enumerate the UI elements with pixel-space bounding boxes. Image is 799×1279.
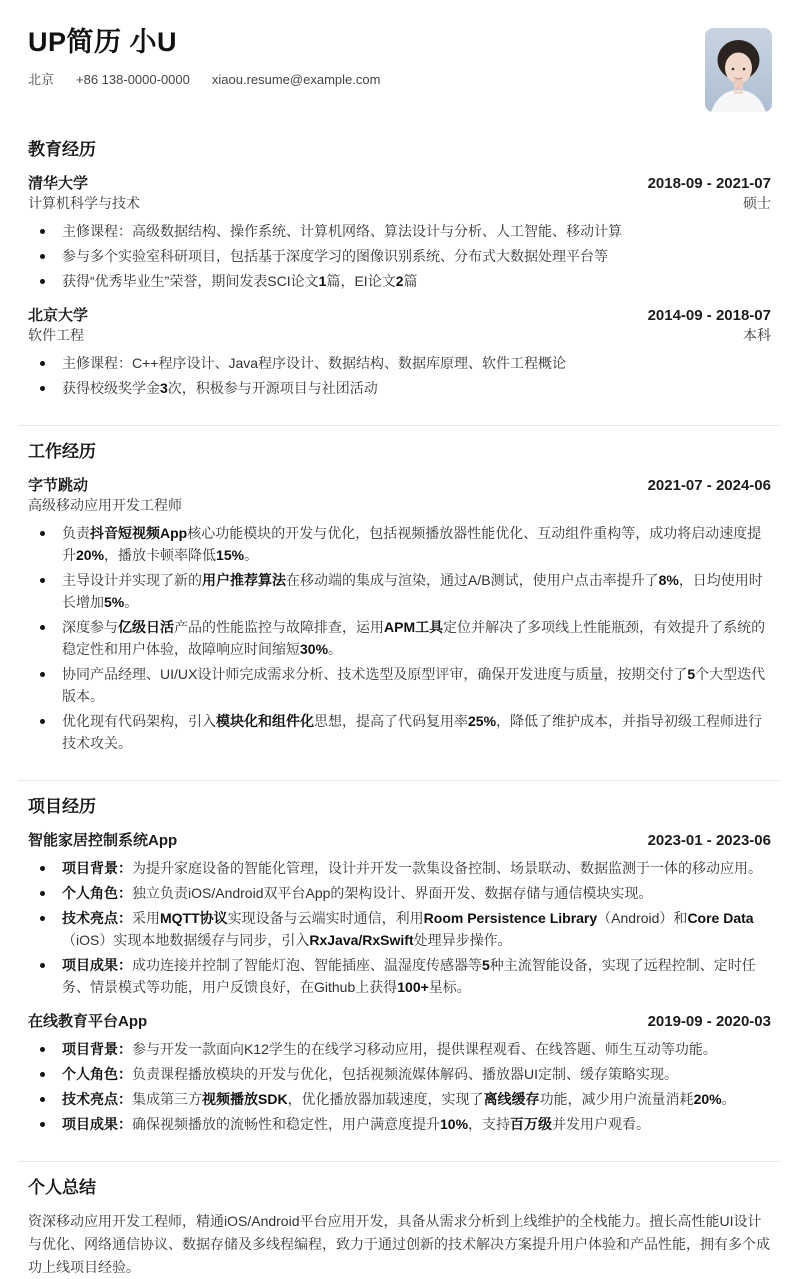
- bullet-item: 项目成果：确保视频播放的流畅性和稳定性，用户满意度提升10%，支持百万级并发用户观看。: [62, 1113, 771, 1135]
- entry-right-column: [648, 476, 771, 495]
- bold-text: Core Data: [687, 910, 754, 926]
- bold-text: 项目成果：: [62, 1116, 132, 1132]
- bullet-list: [28, 522, 771, 754]
- bullet-item: 主修课程：高级数据结构、操作系统、计算机网络、算法设计与分析、人工智能、移动计算: [62, 220, 771, 242]
- entry-title: 智能家居控制系统App: [28, 832, 178, 849]
- bullet-item: 个人角色：负责课程播放模块的开发与优化，包括视频流媒体解码、播放器UI定制、缓存策略实现。: [62, 1063, 771, 1085]
- bold-text: 8%: [658, 572, 679, 588]
- bullet-item: 技术亮点：采用MQTT协议实现设备与云端实时通信，利用Room Persistence Library（Android）和Core Data（iOS）实现本地数据缓存与同步，引入RxJava/RxSwift处理异步操作。: [62, 907, 771, 951]
- bold-text: MQTT协议: [160, 910, 228, 926]
- bold-text: 项目背景：: [62, 1041, 132, 1057]
- bold-text: 10%: [440, 1116, 469, 1132]
- profile-photo: [705, 28, 772, 112]
- entry-date: 2023-01 - 2023-06: [647, 832, 771, 849]
- entry-left-column: [28, 306, 88, 345]
- bold-text: 模块化和组件化: [216, 713, 314, 729]
- bold-text: 亿级日活: [118, 619, 174, 635]
- bold-text: 20%: [693, 1091, 722, 1107]
- bold-text: Room Persistence Library: [423, 910, 598, 926]
- bullet-item: 获得校级奖学金3次，积极参与开源项目与社团活动: [62, 377, 771, 399]
- bullet-item: 个人角色：独立负责iOS/Android双平台App的架构设计、界面开发、数据存储与通信模块实现。: [62, 882, 771, 904]
- resume-entry: [28, 174, 771, 292]
- bold-text: 项目成果：: [62, 957, 132, 973]
- bullet-item: 获得“优秀毕业生”荣誉，期间发表SCI论文1篇，EI论文2篇: [62, 270, 771, 292]
- bullet-item: 主修课程：C++程序设计、Java程序设计、数据结构、数据库原理、软件工程概论: [62, 352, 771, 374]
- entry-title: 北京大学: [28, 307, 89, 324]
- entry-header-row: [28, 306, 771, 345]
- bold-text: 视频播放SDK: [202, 1091, 288, 1107]
- bullet-list: [28, 857, 771, 998]
- entry-date: 2021-07 - 2024-06: [647, 477, 771, 494]
- resume-entry: [28, 1012, 771, 1135]
- entry-degree: 硕士: [743, 195, 771, 211]
- contact-row: [28, 72, 771, 88]
- section-divider: [18, 425, 781, 426]
- project-entries: [28, 831, 771, 1135]
- contact-email: xiaou.resume@example.com: [211, 72, 381, 87]
- entry-header-row: [28, 476, 771, 515]
- bullet-item: 优化现有代码架构，引入模块化和组件化思想，提高了代码复用率25%，降低了维护成本，并指导初级工程师进行技术攻关。: [62, 710, 771, 754]
- resume-entry: [28, 476, 771, 754]
- bullet-list: [28, 1038, 771, 1135]
- section-title-work: 工作经历: [28, 442, 96, 461]
- bold-text: 个人角色：: [62, 885, 132, 901]
- bold-text: 25%: [468, 713, 497, 729]
- entry-right-column: [648, 1012, 771, 1031]
- entry-subtitle: 计算机科学与技术: [28, 195, 140, 211]
- bullet-item: 参与多个实验室科研项目，包括基于深度学习的图像识别系统、分布式大数据处理平台等: [62, 245, 771, 267]
- entry-header-row: [28, 1012, 771, 1031]
- bold-text: 用户推荐算法: [202, 572, 286, 588]
- section-divider: [18, 1161, 781, 1162]
- bullet-item: 技术亮点：集成第三方视频播放SDK，优化播放器加载速度，实现了离线缓存功能，减少用户流量消耗20%。: [62, 1088, 771, 1110]
- bold-text: 技术亮点：: [62, 910, 132, 926]
- bullet-item: 项目背景：为提升家庭设备的智能化管理，设计并开发一款集设备控制、场景联动、数据监测于一体的移动应用。: [62, 857, 771, 879]
- bold-text: APM工具: [384, 619, 444, 635]
- bold-text: 个人角色：: [62, 1066, 132, 1082]
- bold-text: 3: [160, 380, 168, 396]
- section-work: [28, 442, 771, 754]
- education-entries: [28, 174, 771, 399]
- bold-text: 项目背景：: [62, 860, 132, 876]
- bullet-item: 深度参与亿级日活产品的性能监控与故障排查，运用APM工具定位并解决了多项线上性能瓶颈，有效提升了系统的稳定性和用户体验，故障响应时间缩短30%。: [62, 616, 771, 660]
- section-title-education: 教育经历: [28, 140, 96, 159]
- section-summary: [28, 1178, 771, 1279]
- bold-text: 离线缓存: [483, 1091, 540, 1107]
- section-title-summary: 个人总结: [28, 1178, 96, 1197]
- entry-subtitle: 软件工程: [28, 327, 84, 343]
- entry-title: 字节跳动: [28, 477, 89, 494]
- entry-left-column: [28, 831, 177, 850]
- bold-text: RxJava/RxSwift: [309, 932, 414, 948]
- portrait-illustration: [705, 28, 772, 112]
- entry-right-column: [648, 306, 771, 345]
- section-divider: [18, 780, 781, 781]
- bullet-item: 项目背景：参与开发一款面向K12学生的在线学习移动应用，提供课程观看、在线答题、师生互动等功能。: [62, 1038, 771, 1060]
- entry-date: 2014-09 - 2018-07: [647, 307, 771, 324]
- bold-text: 20%: [76, 547, 105, 563]
- resume-header: [28, 26, 771, 88]
- resume-entry: [28, 831, 771, 998]
- contact-phone: +86 138-0000-0000: [76, 72, 190, 87]
- bold-text: 百万级: [510, 1116, 553, 1132]
- bullet-item: 项目成果：成功连接并控制了智能灯泡、智能插座、温湿度传感器等5种主流智能设备，实现了远程控制、定时任务、情景模式等功能，用户反馈良好，在Github上获得100+星标。: [62, 954, 771, 998]
- section-projects: [28, 797, 771, 1135]
- bold-text: 100+: [397, 979, 429, 995]
- bold-text: 抖音短视频App: [90, 525, 188, 541]
- bold-text: 15%: [216, 547, 245, 563]
- entry-left-column: [28, 174, 140, 213]
- bullet-item: 主导设计并实现了新的用户推荐算法在移动端的集成与渲染，通过A/B测试，使用户点击率提升了8%，日均使用时长增加5%。: [62, 569, 771, 613]
- entry-header-row: [28, 831, 771, 850]
- entry-date: 2018-09 - 2021-07: [647, 175, 771, 192]
- bold-text: 5: [482, 957, 490, 973]
- entry-title: 清华大学: [28, 175, 89, 192]
- entry-header-row: [28, 174, 771, 213]
- bold-text: 1: [318, 273, 327, 289]
- entry-left-column: [28, 476, 182, 515]
- section-title-projects: 项目经历: [28, 797, 96, 816]
- bold-text: 5%: [104, 594, 125, 610]
- bold-text: 技术亮点：: [62, 1091, 132, 1107]
- bullet-list: [28, 220, 771, 292]
- section-education: [28, 140, 771, 399]
- summary-paragraph: 资深移动应用开发工程师，精通iOS/Android平台应用开发，具备从需求分析到上线维护的全栈能力。擅长高性能UI设计与优化、网络通信协议、数据存储及多线程编程，致力于通过创新的技术解决方案提升用户体验和产品性能，拥有多个成功上线项目经验。: [28, 1213, 770, 1275]
- resume-entry: [28, 306, 771, 399]
- bullet-item: 协同产品经理、UI/UX设计师完成需求分析、技术选型及原型评审，确保开发进度与质量，按期交付了5个大型迭代版本。: [62, 663, 771, 707]
- candidate-name: UP简历 小U: [28, 27, 178, 57]
- entry-right-column: [648, 174, 771, 213]
- entry-title: 在线教育平台App: [28, 1013, 148, 1030]
- work-entries: [28, 476, 771, 754]
- bullet-list: [28, 352, 771, 399]
- entry-right-column: [648, 831, 771, 850]
- bold-text: 30%: [300, 641, 329, 657]
- entry-left-column: [28, 1012, 147, 1031]
- entry-degree: 本科: [743, 327, 771, 343]
- contact-location: 北京: [28, 72, 55, 87]
- bullet-item: 负责抖音短视频App核心功能模块的开发与优化，包括视频播放器性能优化、互动组件重构等，成功将启动速度提升20%，播放卡顿率降低15%。: [62, 522, 771, 566]
- bold-text: 2: [395, 273, 404, 289]
- bold-text: 5: [687, 666, 696, 682]
- entry-subtitle: 高级移动应用开发工程师: [28, 497, 182, 513]
- entry-date: 2019-09 - 2020-03: [647, 1013, 771, 1030]
